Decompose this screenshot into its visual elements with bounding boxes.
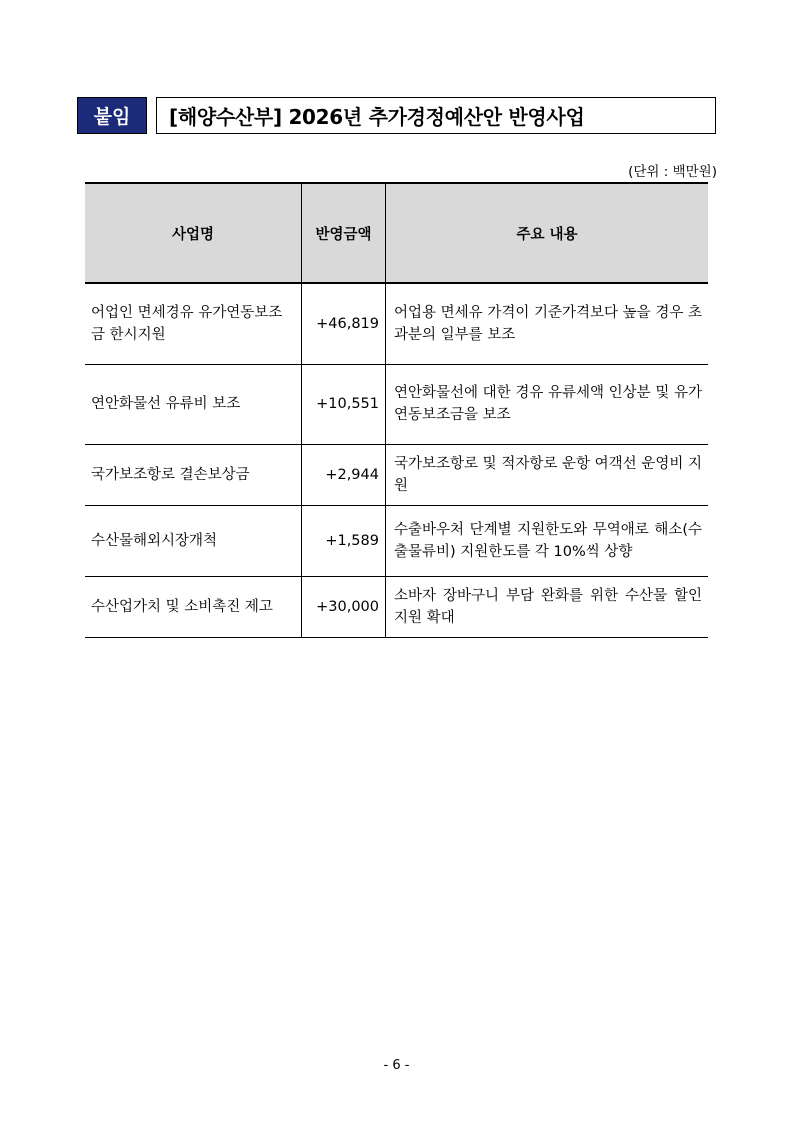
row-description: 연안화물선에 대한 경유 유류세액 인상분 및 유가연동보조금을 보조 <box>386 364 709 444</box>
row-description: 어업용 면세유 가격이 기준가격보다 높을 경우 초과분의 일부를 보조 <box>386 283 709 364</box>
column-header-amount: 반영금액 <box>302 183 386 283</box>
row-amount: +10,551 <box>302 364 386 444</box>
table-row <box>85 364 708 444</box>
attachment-badge: 붙임 <box>77 97 147 134</box>
row-project-name: 국가보조항로 결손보상금 <box>85 444 302 505</box>
row-amount: +30,000 <box>302 576 386 637</box>
row-amount: +2,944 <box>302 444 386 505</box>
row-project-name: 연안화물선 유류비 보조 <box>85 364 302 444</box>
row-project-name: 수산물해외시장개척 <box>85 505 302 576</box>
table-row <box>85 283 708 364</box>
column-header-description: 주요 내용 <box>386 183 709 283</box>
row-description: 국가보조항로 및 적자항로 운항 여객선 운영비 지원 <box>386 444 709 505</box>
unit-label: (단위 : 백만원) <box>628 164 717 180</box>
row-amount: +1,589 <box>302 505 386 576</box>
row-description: 소바자 장바구니 부담 완화를 위한 수산물 할인 지원 확대 <box>386 576 709 637</box>
row-amount: +46,819 <box>302 283 386 364</box>
table-row <box>85 505 708 576</box>
page-number: - 6 - <box>383 1058 410 1073</box>
row-project-name: 어업인 면세경유 유가연동보조금 한시지원 <box>85 283 302 364</box>
document-title: [해양수산부] 2026년 추가경정예산안 반영사업 <box>156 97 716 134</box>
row-project-name: 수산업가치 및 소비촉진 제고 <box>85 576 302 637</box>
table-row <box>85 444 708 505</box>
column-header-name: 사업명 <box>85 183 302 283</box>
row-description: 수출바우처 단계별 지원한도와 무역애로 해소(수출물류비) 지원한도를 각 10%씩 상향 <box>386 505 709 576</box>
table-row <box>85 576 708 637</box>
document-title-bar <box>77 97 716 134</box>
budget-table <box>85 182 708 638</box>
table-header-row <box>85 183 708 283</box>
